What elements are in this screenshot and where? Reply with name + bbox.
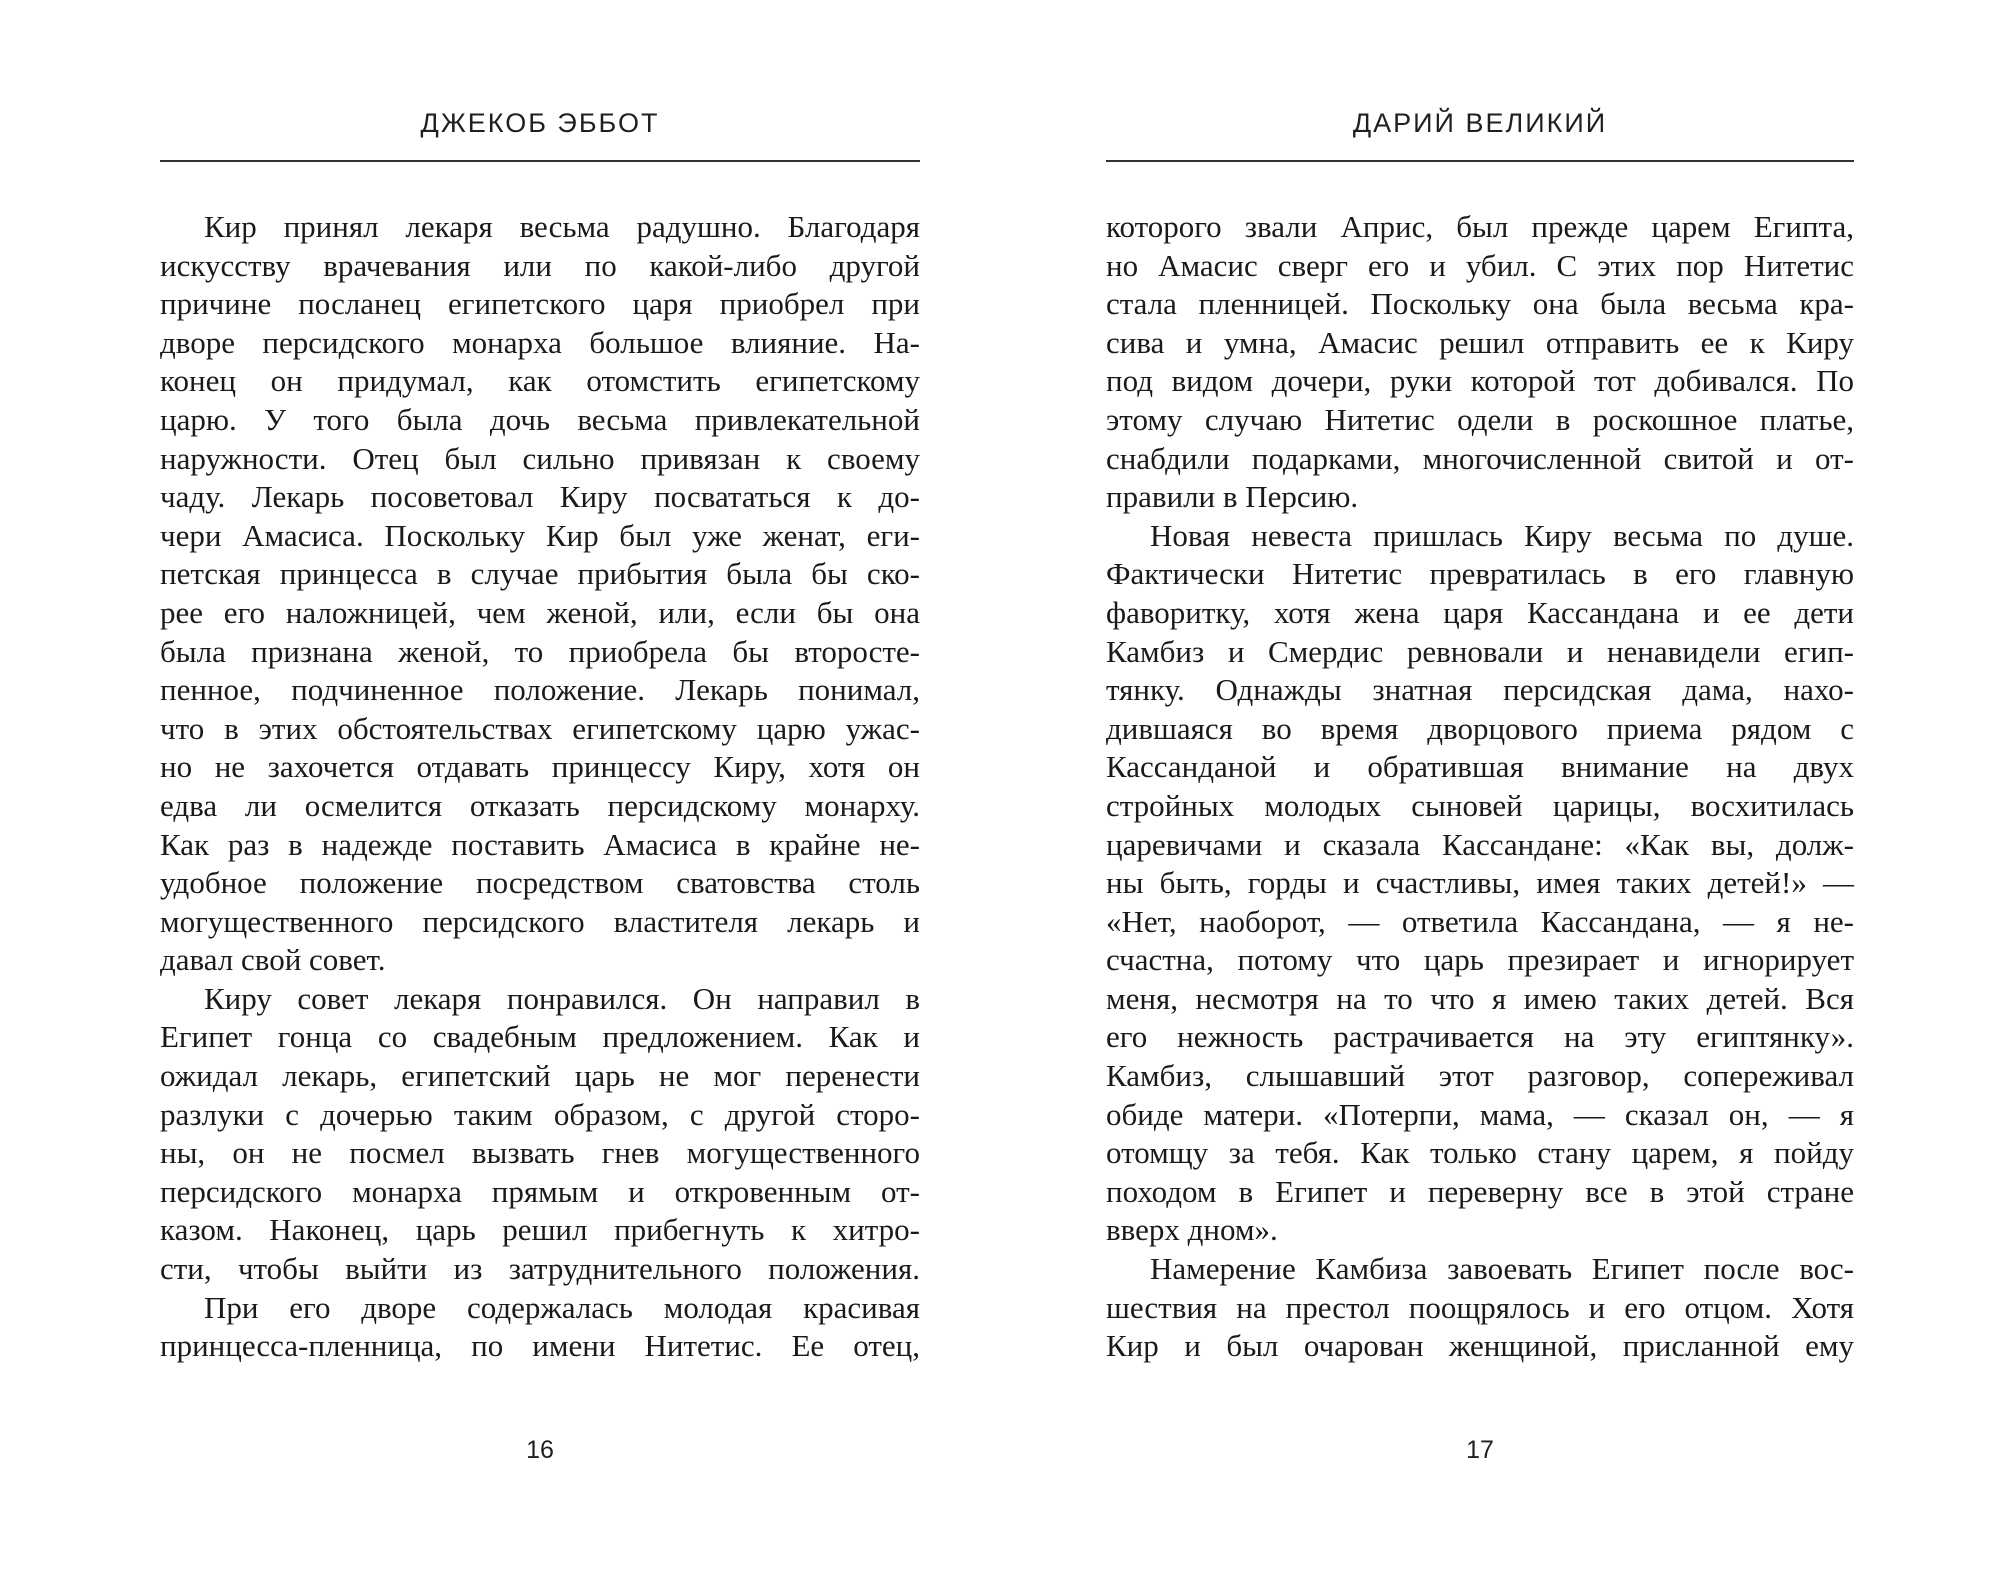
text-line: стройных молодых сыновей царицы, восхитилась: [1106, 787, 1854, 823]
text-line: принцесса-пленница, по имени Нитетис. Ее отец,: [160, 1328, 920, 1364]
header-rule: [160, 160, 920, 162]
running-head-title: ДАРИЙ ВЕЛИКИЙ: [1352, 108, 1608, 138]
text-line: конец он придумал, как отомстить египетскому: [160, 363, 920, 399]
text-line: стала пленницей. Поскольку она была весьма кра-: [1106, 286, 1854, 322]
text-line: разлуки с дочерью таким образом, с другой сторо-: [160, 1096, 920, 1132]
text-line: царю. У того была дочь весьма привлекательной: [160, 401, 920, 437]
text-line: давал свой совет.: [160, 942, 386, 978]
text-line: могущественного персидского властителя лекарь и: [160, 903, 920, 939]
text-line: Фактически Нитетис превратилась в его главную: [1106, 556, 1854, 592]
text-line: но не захочется отдавать принцессу Киру, хотя он: [160, 749, 920, 785]
text-line: но Амасис сверг его и убил. С этих пор Нитетис: [1106, 247, 1854, 283]
text-line: сти, чтобы выйти из затруднительного положения.: [160, 1251, 920, 1287]
text-line: Намерение Камбиза завоевать Египет после вос-: [1150, 1251, 1854, 1287]
text-line: Кир принял лекаря весьма радушно. Благодаря: [204, 209, 920, 244]
text-line: его нежность растрачивается на эту египтянку».: [1106, 1019, 1854, 1055]
text-line: что в этих обстоятельствах египетскому царю ужас-: [160, 710, 920, 746]
text-line: едва ли осмелится отказать персидскому монарху.: [160, 787, 920, 823]
text-line: снабдили подарками, многочисленной свитой и от-: [1106, 440, 1854, 476]
running-head-author: ДЖЕКОБ ЭББОТ: [420, 108, 660, 138]
text-line: «Нет, наоборот, — ответила Кассандана, — я не-: [1106, 903, 1854, 939]
text-line: была признана женой, то приобрела бы второсте-: [160, 633, 920, 669]
text-line: сива и умна, Амасис решил отправить ее к Киру: [1106, 324, 1854, 360]
text-line: рее его наложницей, чем женой, или, если бы она: [160, 594, 920, 630]
text-line: походом в Египет и переверну все в этой стране: [1106, 1173, 1854, 1209]
text-line: дворе персидского монарха большое влияние. На-: [160, 324, 920, 360]
text-line: вверх дном».: [1106, 1212, 1278, 1248]
text-line: отомщу за тебя. Как только стану царем, я пойду: [1106, 1135, 1854, 1171]
text-line: удобное положение посредством сватовства столь: [160, 865, 920, 901]
text-line: фаворитку, хотя жена царя Кассандана и ее дети: [1106, 594, 1854, 630]
text-line: казом. Наконец, царь решил прибегнуть к хитро-: [160, 1212, 920, 1248]
text-line: петская принцесса в случае прибытия была бы ско-: [160, 556, 920, 592]
text-line: чери Амасиса. Поскольку Кир был уже женат, еги-: [160, 517, 920, 553]
page-number: 17: [1466, 1436, 1494, 1464]
text-line: Кассанданой и обратившая внимание на двух: [1106, 749, 1854, 785]
text-line: пенное, подчиненное положение. Лекарь понимал,: [160, 672, 920, 708]
text-line: Египет гонца со свадебным предложением. Как и: [160, 1019, 920, 1055]
text-line: дившаяся во время дворцового приема рядом с: [1106, 710, 1854, 746]
text-line: Новая невеста пришлась Киру весьма по душе.: [1150, 517, 1854, 553]
left-page: [160, 0, 920, 1578]
text-line: меня, несмотря на то что я имею таких детей. Вся: [1106, 980, 1854, 1016]
text-line: под видом дочери, руки которой тот добивался. По: [1106, 363, 1854, 399]
text-line: наружности. Отец был сильно привязан к своему: [160, 440, 920, 476]
text-line: При его дворе содержалась молодая красивая: [204, 1289, 920, 1325]
text-line: ожидал лекарь, египетский царь не мог перенести: [160, 1058, 920, 1094]
text-line: Как раз в надежде поставить Амасиса в крайне не-: [160, 826, 920, 862]
page-number: 16: [526, 1436, 554, 1464]
text-line: причине посланец египетского царя приобрел при: [160, 286, 920, 322]
text-line: Камбиз, слышавший этот разговор, сопереживал: [1106, 1058, 1854, 1094]
text-line: ны, он не посмел вызвать гнев могущественного: [160, 1135, 920, 1171]
text-line: Киру совет лекаря понравился. Он направил в: [204, 980, 920, 1016]
text-line: ны быть, горды и счастливы, имея таких детей!» —: [1106, 865, 1854, 901]
text-line: обиде матери. «Потерпи, мама, — сказал он, — я: [1106, 1096, 1854, 1132]
text-line: которого звали Априс, был прежде царем Египта,: [1106, 209, 1854, 244]
text-line: Кир и был очарован женщиной, присланной ему: [1106, 1328, 1854, 1364]
body-text: [160, 208, 920, 1366]
text-line: царевичами и сказала Кассандане: «Как вы, долж-: [1106, 826, 1854, 862]
text-line: чаду. Лекарь посоветовал Киру посвататься к до-: [160, 479, 920, 515]
header-rule: [1106, 160, 1854, 162]
right-page: [1106, 0, 1854, 1578]
text-line: искусству врачевания или по какой-либо другой: [160, 247, 920, 283]
text-line: Камбиз и Смердис ревновали и ненавидели егип-: [1106, 633, 1854, 669]
text-line: шествия на престол поощрялось и его отцом. Хотя: [1106, 1289, 1854, 1325]
body-text: [1106, 208, 1854, 1366]
text-line: счастна, потому что царь презирает и игнорирует: [1106, 942, 1854, 978]
text-line: тянку. Однажды знатная персидская дама, нахо-: [1106, 672, 1854, 708]
text-line: этому случаю Нитетис одели в роскошное платье,: [1106, 401, 1854, 437]
text-line: правили в Персию.: [1106, 479, 1359, 515]
text-line: персидского монарха прямым и откровенным от-: [160, 1173, 920, 1209]
